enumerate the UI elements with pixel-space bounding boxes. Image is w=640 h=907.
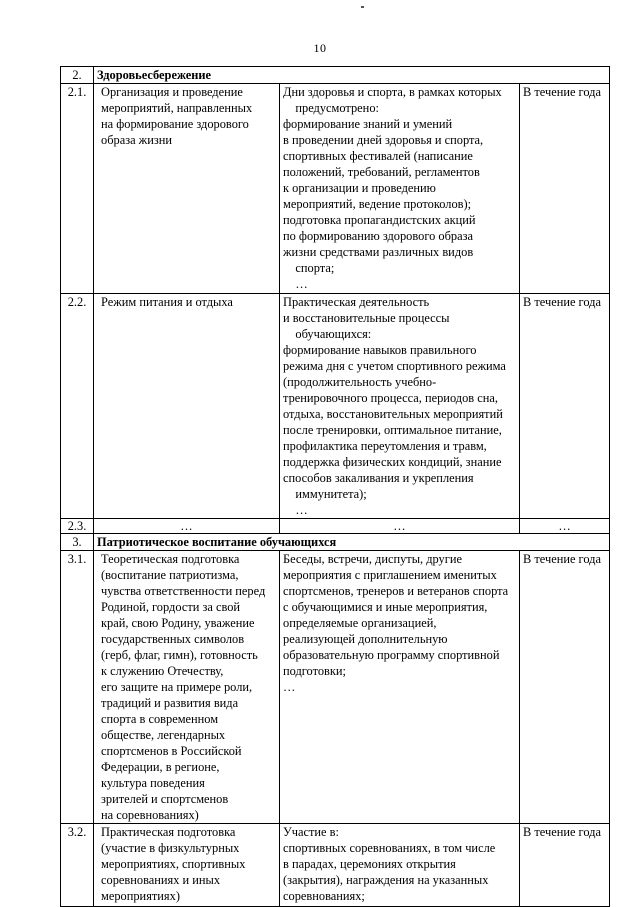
row-number: 2.1.	[61, 84, 94, 294]
cell-line: Дни здоровья и спорта, в рамках которых	[283, 85, 502, 99]
event-lines	[97, 824, 276, 904]
cell-line: на соревнованиях)	[101, 808, 199, 822]
cell-line: профилактика переутомления и травм,	[283, 439, 487, 453]
cell-line: государственных символов	[101, 632, 245, 646]
event-cell	[94, 824, 280, 907]
cell-line: его защите на примере роли,	[101, 680, 253, 694]
row-number: 3.2.	[61, 824, 94, 907]
cell-line: Беседы, встречи, диспуты, другие	[283, 552, 462, 566]
cell-line: чувства ответственности перед	[101, 584, 266, 598]
cell-line: Организация и проведение	[101, 85, 243, 99]
cell-line: (герб, флаг, гимн), готовность	[101, 648, 258, 662]
cell-line: Теоретическая подготовка	[101, 552, 240, 566]
cell-line: обучающихся:	[283, 327, 372, 341]
cell-line: мероприятиях)	[101, 889, 180, 903]
section-number: 3.	[61, 534, 94, 551]
cell-line: соревнованиях;	[283, 889, 365, 903]
activity-plan-table	[60, 66, 610, 907]
cell-line: Родиной, гордости за свой	[101, 600, 241, 614]
cell-line: способов закаливания и укрепления	[283, 471, 474, 485]
cell-line: мероприятия с приглашением именитых	[283, 568, 497, 582]
content-cell	[280, 84, 520, 294]
cell-line: Участие в:	[283, 825, 339, 839]
row-number: 2.3.	[61, 519, 94, 534]
cell-line: спортсменов в Российской	[101, 744, 242, 758]
period-cell: В течение года	[520, 551, 610, 824]
cell-line: предусмотрено:	[283, 101, 379, 115]
cell-line: на формирование здорового	[101, 117, 249, 131]
cell-line: культура поведения	[101, 776, 205, 790]
cell-line: спортсменов, тренеров и ветеранов спорта	[283, 584, 509, 598]
scan-speck	[361, 6, 364, 8]
cell-line: жизни средствами различных видов	[283, 245, 474, 259]
cell-line: после тренировки, оптимальное питание,	[283, 423, 502, 437]
cell-line: с обучающимися и иные мероприятия,	[283, 600, 488, 614]
cell-line: поддержка физических кондиций, знание	[283, 455, 502, 469]
cell-line: и восстановительные процессы	[283, 311, 450, 325]
period-cell: В течение года	[520, 294, 610, 519]
section-title: Патриотическое воспитание обучающихся	[94, 534, 610, 551]
content-cell	[280, 294, 520, 519]
period-cell: В течение года	[520, 84, 610, 294]
cell-line: мероприятий, направленных	[101, 101, 253, 115]
cell-line: (продолжительность учебно-	[283, 375, 437, 389]
cell-line: край, свою Родину, уважение	[101, 616, 255, 630]
page-number: 10	[313, 41, 327, 55]
cell-line: мероприятиях, спортивных	[101, 857, 246, 871]
table-row	[61, 551, 610, 824]
content-lines	[283, 824, 516, 904]
cell-line: спорта в современном	[101, 712, 219, 726]
table-row	[61, 824, 610, 907]
cell-line: …	[283, 503, 308, 517]
cell-line: тренировочного процесса, периодов сна,	[283, 391, 498, 405]
table-row	[61, 294, 610, 519]
cell-line: подготовка пропагандистских акций	[283, 213, 476, 227]
cell-line: Федерации, в регионе,	[101, 760, 220, 774]
cell-line: спортивных соревнованиях, в том числе	[283, 841, 496, 855]
cell-line: подготовки;	[283, 664, 346, 678]
cell-line: отдыха, восстановительных мероприятий	[283, 407, 503, 421]
cell-line: иммунитета);	[283, 487, 367, 501]
cell-line: Режим питания и отдыха	[101, 295, 233, 309]
content-cell	[280, 551, 520, 824]
cell-line: режима дня с учетом спортивного режима	[283, 359, 506, 373]
cell-line: к служению Отечеству,	[101, 664, 224, 678]
cell-line: к организации и проведению	[283, 181, 436, 195]
cell-line: положений, требований, регламентов	[283, 165, 480, 179]
event-lines	[97, 84, 276, 148]
event-cell	[94, 84, 280, 294]
event-cell	[94, 294, 280, 519]
row-number: 3.1.	[61, 551, 94, 824]
cell-line: (участие в физкультурных	[101, 841, 240, 855]
content-lines	[283, 551, 516, 695]
event-ellipsis: …	[94, 519, 280, 534]
cell-line: формирование навыков правильного	[283, 343, 477, 357]
cell-line: спортивных фестивалей (написание	[283, 149, 473, 163]
content-ellipsis: …	[280, 519, 520, 534]
table-row	[61, 84, 610, 294]
cell-line: в парадах, церемониях открытия	[283, 857, 456, 871]
cell-line: соревнованиях и иных	[101, 873, 221, 887]
cell-line: образа жизни	[101, 133, 173, 147]
table-row	[61, 519, 610, 534]
event-lines	[97, 294, 276, 310]
event-lines	[97, 551, 276, 823]
cell-line: обществе, легендарных	[101, 728, 226, 742]
section-title: Здоровьесбережение	[94, 67, 610, 84]
content-lines	[283, 294, 516, 518]
cell-line: …	[283, 277, 308, 291]
cell-line: по формированию здорового образа	[283, 229, 473, 243]
section-header-row	[61, 67, 610, 84]
cell-line: определяемые организацией,	[283, 616, 437, 630]
cell-line: формирование знаний и умений	[283, 117, 453, 131]
cell-line: реализующей дополнительную	[283, 632, 448, 646]
cell-line: спорта;	[283, 261, 335, 275]
cell-line: Практическая подготовка	[101, 825, 236, 839]
cell-line: Практическая деятельность	[283, 295, 430, 309]
cell-line: …	[283, 680, 296, 694]
cell-line: традиций и развития вида	[101, 696, 239, 710]
event-cell	[94, 551, 280, 824]
section-number: 2.	[61, 67, 94, 84]
cell-line: в проведении дней здоровья и спорта,	[283, 133, 484, 147]
cell-line: образовательную программу спортивной	[283, 648, 500, 662]
content-cell	[280, 824, 520, 907]
section-header-row	[61, 534, 610, 551]
cell-line: (воспитание патриотизма,	[101, 568, 239, 582]
content-lines	[283, 84, 516, 292]
cell-line: зрителей и спортсменов	[101, 792, 229, 806]
period-ellipsis: …	[520, 519, 610, 534]
cell-line: (закрытия), награждения на указанных	[283, 873, 489, 887]
period-cell: В течение года	[520, 824, 610, 907]
row-number: 2.2.	[61, 294, 94, 519]
cell-line: мероприятий, ведение протоколов);	[283, 197, 472, 211]
